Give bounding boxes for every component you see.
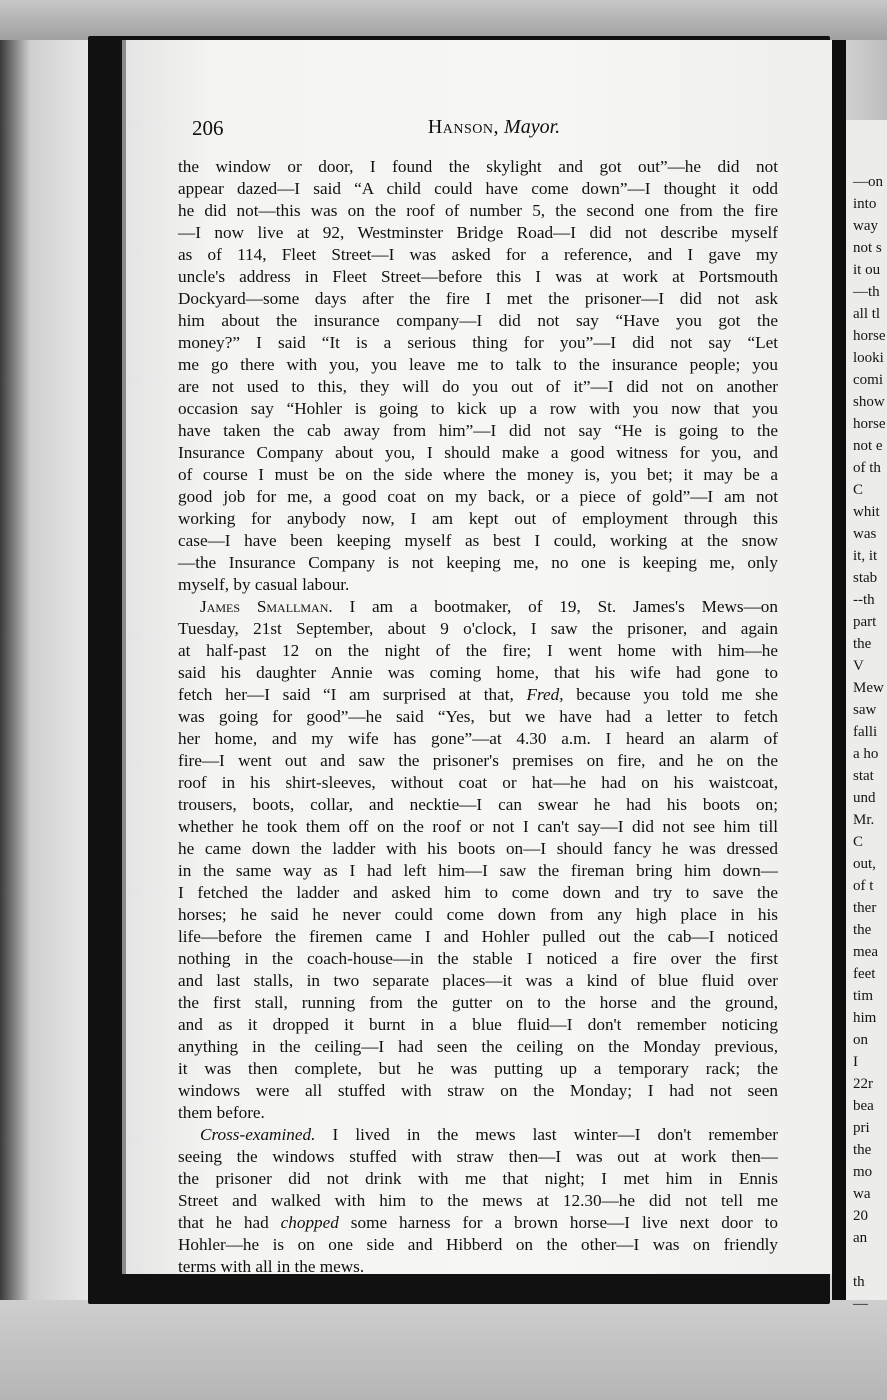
text-line	[200, 1278, 778, 1300]
text-segment: occasion say “Hohler is going to kick up a row with you now that you	[178, 399, 778, 418]
text-line	[178, 376, 778, 398]
text-segment: are not used to this, they will do you out of it”—I did not on another	[178, 377, 778, 396]
text-segment: the window or door, I found the skylight and got out”—he did not	[178, 157, 778, 176]
facing-page-text: Mr.	[853, 812, 875, 828]
running-head	[192, 116, 796, 139]
text-segment: he did not—this was on the roof of number 5, the second one from the fire	[178, 201, 778, 220]
text-line	[178, 552, 778, 574]
text-line	[178, 420, 778, 442]
facing-page-text: —	[853, 1296, 868, 1312]
scanner-top-margin	[0, 0, 887, 40]
text-line	[178, 706, 778, 728]
page-header	[192, 116, 796, 140]
text-segment: I fetched the ladder and asked him to come down and try to save the	[178, 883, 778, 902]
text-segment: life—before the firemen came I and Hohler pulled out the cab—I noticed	[178, 927, 778, 946]
text-line	[178, 860, 778, 882]
text-segment: it was then complete, but he was putting up a temporary rack; the	[178, 1059, 778, 1078]
facing-page-text: C	[853, 834, 864, 850]
facing-page-text: the	[853, 922, 872, 938]
facing-page-text: tim	[853, 988, 874, 1004]
text-line	[178, 926, 778, 948]
text-segment: good job for me, a good coat on my back, or a piece of gold”—I am not	[178, 487, 778, 506]
facing-page-text: saw	[853, 702, 877, 718]
facing-page-text: ther	[853, 900, 877, 916]
text-segment: him about the insurance company—I did not say “Have you got the	[178, 311, 778, 330]
text-line	[178, 354, 778, 376]
text-segment: at half-past 12 on the night of the fire; I went home with him—he	[178, 641, 778, 660]
text-line	[178, 288, 778, 310]
italic-text: Fred,	[526, 685, 564, 704]
page-gutter	[832, 40, 846, 1300]
text-segment: have taken the cab away from him”—I did not say “He is going to the	[178, 421, 778, 440]
text-segment: as of 114, Fleet Street—I was asked for a reference, and I gave my	[178, 245, 778, 264]
facing-page-text: stab	[853, 570, 878, 586]
text-segment: was going for good”—he said “Yes, but we have had a letter to fetch	[178, 707, 778, 726]
text-segment: said his daughter Annie was coming home, that his wife had gone to	[178, 663, 778, 682]
facing-page-text: pri	[853, 1120, 870, 1136]
facing-page-text: —th	[853, 284, 880, 300]
text-segment: in the same way as I had left him—I saw the fireman bring him down—	[178, 861, 778, 880]
italic-text: Cross-examined.	[200, 1125, 316, 1144]
text-segment: —I now live at 92, Westminster Bridge Road—I did not describe myself	[178, 223, 778, 242]
text-line	[178, 992, 778, 1014]
text-segment: windows were all stuffed with straw on the Monday; I had not seen	[178, 1081, 778, 1100]
text-line	[178, 1234, 778, 1256]
facing-page-text: it, it	[853, 548, 878, 564]
text-segment: nothing in the coach-house—in the stable I noticed a fire over the first	[178, 949, 778, 968]
facing-page-text: on	[853, 1032, 868, 1048]
facing-page-text: into	[853, 196, 877, 212]
text-segment: I am a bootmaker, of 19, St. James's Mews—on	[332, 597, 778, 616]
running-head-title: Mayor.	[504, 116, 561, 138]
facing-page-text: bea	[853, 1098, 874, 1114]
text-line	[178, 750, 778, 772]
text-line	[178, 530, 778, 552]
facing-page-text: und	[853, 790, 876, 806]
text-line	[178, 728, 778, 750]
text-line	[178, 838, 778, 860]
running-head-name: Hanson,	[427, 116, 500, 138]
text-line	[178, 1014, 778, 1036]
text-line	[200, 1124, 778, 1146]
text-line	[178, 508, 778, 530]
text-segment: fire—I went out and saw the prisoner's premises on fire, and he on the	[178, 751, 778, 770]
text-line	[178, 1256, 778, 1278]
text-line	[178, 310, 778, 332]
text-line	[178, 156, 778, 178]
text-line	[178, 574, 778, 596]
text-segment: them before.	[178, 1103, 265, 1122]
facing-page-text: —on	[853, 174, 883, 190]
facing-page-text: wa	[853, 1186, 871, 1202]
facing-page-text: feet	[853, 966, 876, 982]
text-line	[178, 662, 778, 684]
text-segment: horses; he said he never could come down from any high place in his	[178, 905, 778, 924]
text-segment: I lived in the mews last winter—I don't remember	[315, 1125, 778, 1144]
text-segment: roof in his shirt-sleeves, without coat or hat—he had on his waistcoat,	[178, 773, 778, 792]
text-line	[178, 1102, 778, 1124]
text-line	[178, 1168, 778, 1190]
text-line	[178, 882, 778, 904]
text-segment: some harness for a brown horse—I live next door to	[338, 1213, 779, 1232]
text-segment: that he had	[178, 1213, 281, 1232]
facing-page-text: a ho	[853, 746, 879, 762]
facing-page-text: 22r	[853, 1076, 873, 1092]
facing-page-text: of t	[853, 878, 874, 894]
facing-page-text: V	[853, 658, 864, 674]
text-segment: Dockyard—some days after the fire I met the prisoner—I did not ask	[178, 289, 778, 308]
text-line	[178, 486, 778, 508]
speaker-name: Thomas Helmer.	[200, 1279, 325, 1298]
text-segment: fetch her—I said “I am surprised at that,	[178, 685, 527, 704]
text-segment: Street and walked with him to the mews at 12.30—he did not tell me	[178, 1191, 778, 1210]
text-segment: Hohler—he is on one side and Hibberd on the other—I was on friendly	[178, 1235, 778, 1254]
text-segment: me go there with you, you leave me to talk to the insurance people; you	[178, 355, 778, 374]
text-line	[178, 398, 778, 420]
text-segment: case—I have been keeping myself as best I could, working at the snow	[178, 531, 778, 550]
text-line	[178, 948, 778, 970]
text-segment: anything in the ceiling—I had seen the ceiling on the Monday previous,	[178, 1037, 778, 1056]
page-number: 206	[192, 116, 224, 140]
text-segment: —the Insurance Company is not keeping me, no one is keeping me, only	[178, 553, 778, 572]
text-segment: trousers, boots, collar, and necktie—I can swear he had his boots on;	[178, 795, 778, 814]
facing-page-text: falli	[853, 724, 878, 740]
facing-page-text: the	[853, 636, 872, 652]
text-line	[178, 1058, 778, 1080]
facing-page-text: mo	[853, 1164, 873, 1180]
facing-page-text: not s	[853, 240, 882, 256]
facing-page-text: horse	[853, 328, 886, 344]
text-segment: whether he took them off on the roof or not I can't say—I did not see him till	[178, 817, 778, 836]
facing-page-text: him	[853, 1010, 877, 1026]
text-line	[178, 640, 778, 662]
facing-page-text: show	[853, 394, 885, 410]
text-line	[178, 178, 778, 200]
facing-page-text: out,	[853, 856, 876, 872]
facing-page-text: looki	[853, 350, 884, 366]
facing-page-text: th	[853, 1274, 865, 1290]
facing-page-text: it ou	[853, 262, 881, 278]
facing-page-text: an	[853, 1230, 868, 1246]
facing-page-text: was	[853, 526, 877, 542]
facing-page-text: way	[853, 218, 878, 234]
text-segment: the first stall, running from the gutter on to the horse and the ground,	[178, 993, 778, 1012]
facing-page-text: stat	[853, 768, 874, 784]
facing-page-text: whit	[853, 504, 880, 520]
text-line	[178, 1190, 778, 1212]
facing-page-text: all tl	[853, 306, 881, 322]
text-line	[200, 596, 778, 618]
text-segment: Insurance Company about you, I should make a good witness for you, and	[178, 443, 778, 462]
facing-page-text: not e	[853, 438, 883, 454]
text-line	[178, 442, 778, 464]
facing-page-text: mea	[853, 944, 878, 960]
text-segment: because you told me she	[563, 685, 778, 704]
text-segment: he came down the ladder with his boots on—I should fancy he was dressed	[178, 839, 778, 858]
text-line	[178, 244, 778, 266]
text-line	[178, 222, 778, 244]
text-segment: Tuesday, 21st September, about 9 o'clock, I saw the prisoner, and again	[178, 619, 778, 638]
text-line	[178, 970, 778, 992]
text-line	[178, 816, 778, 838]
facing-page-text: horse	[853, 416, 886, 432]
text-segment: uncle's address in Fleet Street—before this I was at work at Portsmouth	[178, 267, 778, 286]
text-line	[178, 464, 778, 486]
text-segment: the prisoner did not drink with me that night; I met him in Ennis	[178, 1169, 778, 1188]
text-segment: of course I must be on the side where the money is, you bet; it may be a	[178, 465, 778, 484]
facing-page-text: of th	[853, 460, 881, 476]
text-segment: and as it dropped it burnt in a blue fluid—I don't remember noticing	[178, 1015, 778, 1034]
text-segment: seeing the windows stuffed with straw then—I was out at work then—	[178, 1147, 778, 1166]
text-segment: myself, by casual labour.	[178, 575, 350, 594]
text-segment: and last stalls, in two separate places—it was a kind of blue fluid over	[178, 971, 778, 990]
facing-page-text: the	[853, 1142, 872, 1158]
facing-page-text: 20	[853, 1208, 868, 1224]
facing-page-text: part	[853, 614, 877, 630]
text-line	[178, 332, 778, 354]
text-line	[178, 772, 778, 794]
text-segment: money?” I said “It is a serious thing for you”—I did not say “Let	[178, 333, 778, 352]
text-segment: her home, and my wife has gone”—at 4.30 a.m. I heard an alarm of	[178, 729, 778, 748]
text-line	[178, 618, 778, 640]
italic-text: chopped	[280, 1213, 339, 1232]
text-segment: appear dazed—I said “A child could have come down”—I thought it odd	[178, 179, 778, 198]
text-line	[178, 1080, 778, 1102]
text-line	[178, 266, 778, 288]
text-line	[178, 1146, 778, 1168]
text-line	[178, 684, 778, 706]
text-line	[178, 1036, 778, 1058]
scanner-bottom-margin	[0, 1300, 887, 1400]
facing-page-fragment	[846, 120, 887, 1312]
facing-page-text: I	[853, 1054, 858, 1070]
text-line	[178, 1212, 778, 1234]
speaker-name: James Smallman.	[200, 597, 333, 616]
facing-page-text: comi	[853, 372, 883, 388]
text-segment: terms with all in the mews.	[178, 1257, 365, 1276]
text-line	[178, 794, 778, 816]
facing-page-text: --th	[853, 592, 875, 608]
text-segment: I am a cab driver and live at 17, St. James's Mews	[324, 1279, 778, 1298]
facing-page-text: Mew	[853, 680, 884, 696]
facing-page-text: C	[853, 482, 864, 498]
text-segment: working for anybody now, I am kept out of employment through this	[178, 509, 778, 528]
text-line	[178, 200, 778, 222]
text-line	[178, 904, 778, 926]
